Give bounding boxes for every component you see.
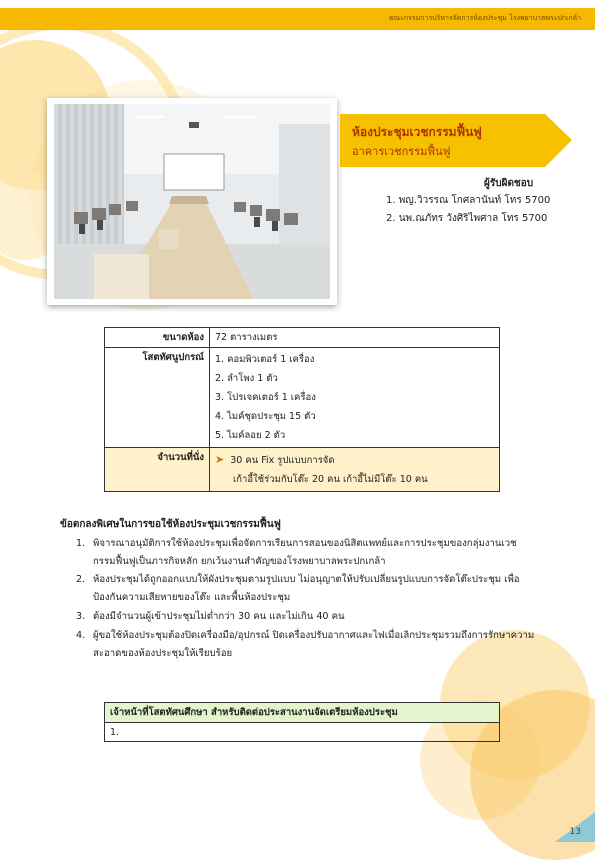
table-row bbox=[105, 328, 500, 348]
responsible-person: 2. นพ.ณภัทร วังศิริไพศาล โทร 5700 bbox=[386, 213, 548, 224]
seats-label: จำนวนที่นั่ง bbox=[105, 448, 210, 492]
rules-title: ข้อตกลงพิเศษในการขอใช้ห้องประชุมเวชกรรมฟื้นฟู bbox=[60, 519, 281, 530]
header-org-text: คณะกรรมการบริหารจัดการห้องประชุม โรงพยาบาลพระปกเกล้า bbox=[388, 14, 581, 22]
size-label: ขนาดห้อง bbox=[105, 328, 210, 348]
room-photo-image bbox=[54, 104, 330, 299]
seats-value bbox=[210, 448, 500, 492]
contact-header: เจ้าหน้าที่โสตทัศนศึกษา สำหรับติดต่อประสานงานจัดเตรียมห้องประชุม bbox=[105, 703, 500, 723]
equipment-item: 2. ลำโพง 1 ตัว bbox=[215, 373, 278, 384]
rule-item: 1. พิจารณาอนุมัติการใช้ห้องประชุมเพื่อจัดการเรียนการสอนของนิสิตแพทย์และการประชุมของกลุ่มงานเวช กรรมฟื้นฟูเป็นภารกิจหลัก ยกเว้นงานสำคัญของโรงพยาบาลพระปกเกล้า bbox=[76, 538, 517, 567]
contact-table bbox=[104, 702, 500, 742]
equipment-item: 4. ไมค์ชุดประชุม 15 ตัว bbox=[215, 411, 316, 422]
equipment-item: 1. คอมพิวเตอร์ 1 เครื่อง bbox=[215, 354, 315, 365]
building-name: อาคารเวชกรรมฟื้นฟู bbox=[352, 145, 451, 158]
contact-row: 1. bbox=[105, 723, 500, 742]
equipment-item: 5. ไมค์ลอย 2 ตัว bbox=[215, 430, 286, 441]
table-row bbox=[105, 723, 500, 742]
rule-item: 2. ห้องประชุมได้ถูกออกแบบให้ผังประชุมตามรูปแบบ ไม่อนุญาตให้ปรับเปลี่ยนรูปแบบการจัดโต๊ะประชุม เพื่อ ป้องกันความเสียหายของโต๊ะ และพื้นห้องประชุม bbox=[76, 574, 520, 603]
responsible-title: ผู้รับผิดชอบ bbox=[484, 178, 534, 189]
size-value: 72 ตารางเมตร bbox=[210, 328, 500, 348]
room-name: ห้องประชุมเวชกรรมฟื้นฟู bbox=[352, 125, 482, 139]
page-number: 13 bbox=[569, 827, 581, 837]
rule-item: 3. ต้องมีจำนวนผู้เข้าประชุมไม่ต่ำกว่า 30 คน และไม่เกิน 40 คน bbox=[76, 611, 345, 622]
room-photo bbox=[47, 98, 337, 305]
equipment-list bbox=[210, 348, 500, 448]
arrow-bullet-icon: ➤ bbox=[215, 453, 225, 466]
responsible-person: 1. พญ.วิวรรณ โกศลานันท์ โทร 5700 bbox=[386, 195, 551, 206]
table-row bbox=[105, 348, 500, 448]
rule-item: 4. ผู้ขอใช้ห้องประชุมต้องปิดเครื่องมือ/อุปกรณ์ ปิดเครื่องปรับอากาศและไฟเมื่อเลิกประชุมรวมถึงการรักษาความ สะอาดของห้องประชุมให้เรียบร้อย bbox=[76, 630, 535, 659]
seats-count: 30 คน Fix รูปแบบการจัด bbox=[230, 455, 335, 466]
seats-arrangement: เก้าอี้ใช้ร่วมกับโต๊ะ 20 คน เก้าอี้ไม่มีโต๊ะ 10 คน bbox=[233, 474, 428, 485]
table-row bbox=[105, 703, 500, 723]
table-row bbox=[105, 448, 500, 492]
room-details-table bbox=[104, 327, 500, 492]
equipment-label: โสตทัศนูปกรณ์ bbox=[105, 348, 210, 448]
equipment-item: 3. โปรเจคเตอร์ 1 เครื่อง bbox=[215, 392, 316, 403]
